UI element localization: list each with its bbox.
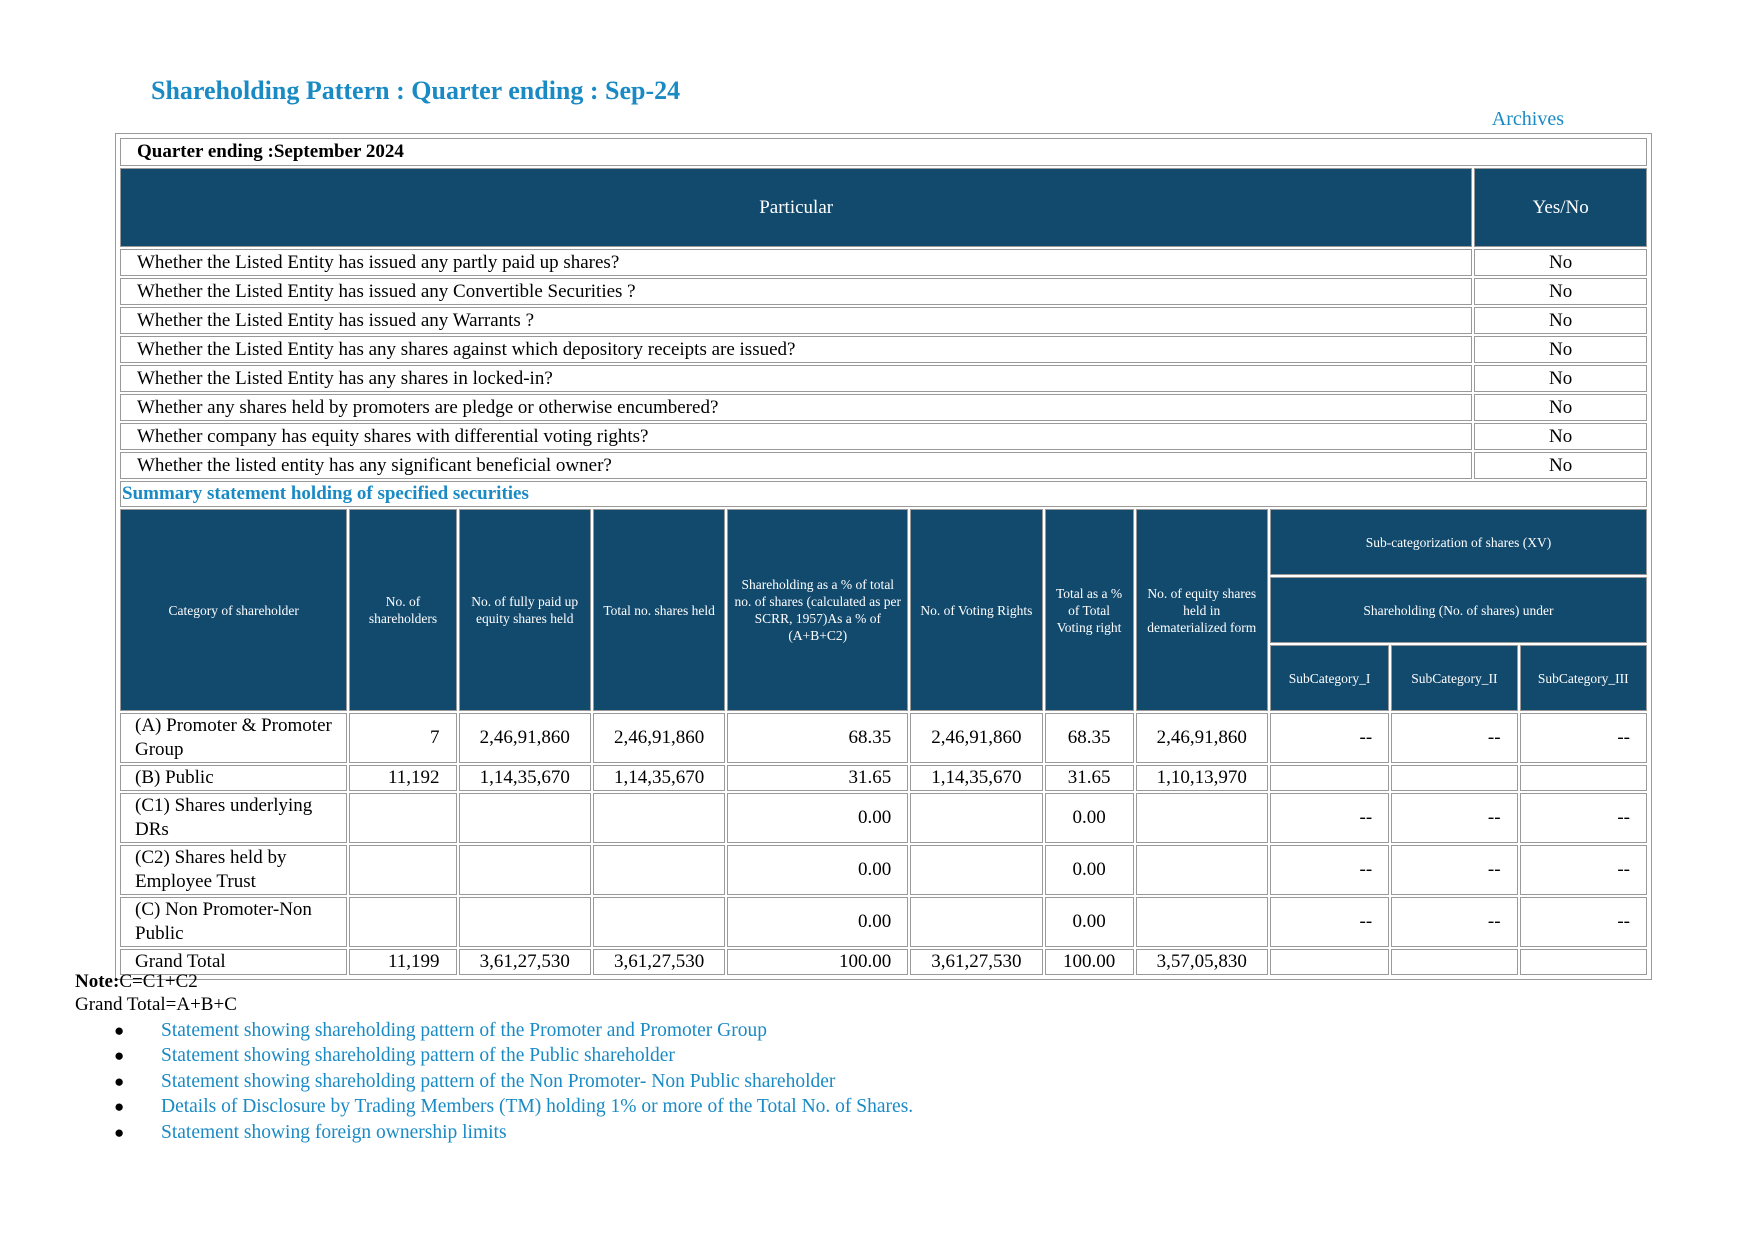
category-cell: (A) Promoter & Promoter Group <box>120 713 347 763</box>
category-cell: (C) Non Promoter-Non Public <box>120 897 347 947</box>
category-header: Category of shareholder <box>120 509 347 711</box>
demat-cell: 3,57,05,830 <box>1136 949 1268 975</box>
sub1-cell: -- <box>1270 845 1389 895</box>
voting-pct-cell: 100.00 <box>1045 949 1134 975</box>
particular-header: Particular <box>120 168 1472 247</box>
shareholders-header: No. of shareholders <box>349 509 456 711</box>
subcategory-3-header: SubCategory_III <box>1520 645 1647 711</box>
answer-value: No <box>1474 394 1647 421</box>
holders-cell <box>349 793 456 843</box>
yesno-header: Yes/No <box>1474 168 1647 247</box>
voting-rights-header: No. of Voting Rights <box>910 509 1042 711</box>
pct-cell: 0.00 <box>727 897 908 947</box>
question-text: Whether the listed entity has any significant beneficial owner? <box>120 452 1472 479</box>
answer-value: No <box>1474 336 1647 363</box>
holders-cell: 11,192 <box>349 765 456 791</box>
fully-paid-header: No. of fully paid up equity shares held <box>459 509 591 711</box>
subcategory-1-header: SubCategory_I <box>1270 645 1389 711</box>
note-line-2: Grand Total=A+B+C <box>75 994 237 1015</box>
demat-cell <box>1136 845 1268 895</box>
trading-members-link[interactable]: Details of Disclosure by Trading Members (TM) holding 1% or more of the Total No. of Shares. <box>161 1096 914 1118</box>
table-row <box>120 336 1647 363</box>
sub2-cell: -- <box>1391 845 1517 895</box>
non-promoter-statement-link[interactable]: Statement showing shareholding pattern of the Non Promoter- Non Public shareholder <box>161 1070 836 1092</box>
sub1-cell <box>1270 765 1389 791</box>
total-shares-cell <box>593 845 725 895</box>
table-row <box>120 765 1647 791</box>
demat-cell: 2,46,91,860 <box>1136 713 1268 763</box>
table-row <box>120 452 1647 479</box>
voting-cell <box>910 897 1042 947</box>
fully-paid-cell: 2,46,91,860 <box>459 713 591 763</box>
total-shares-header: Total no. shares held <box>593 509 725 711</box>
answer-value: No <box>1474 278 1647 305</box>
demat-cell <box>1136 793 1268 843</box>
demat-cell <box>1136 897 1268 947</box>
voting-cell: 1,14,35,670 <box>910 765 1042 791</box>
sub2-cell <box>1391 765 1517 791</box>
table-row <box>120 365 1647 392</box>
subcat-under-header: Shareholding (No. of shares) under <box>1270 577 1647 643</box>
sub1-cell: -- <box>1270 897 1389 947</box>
table-row <box>120 394 1647 421</box>
fully-paid-cell <box>459 845 591 895</box>
pct-cell: 0.00 <box>727 845 908 895</box>
sub3-cell: -- <box>1520 713 1647 763</box>
quarter-label: Quarter ending :September 2024 <box>120 138 1647 166</box>
table-row <box>120 897 1647 947</box>
demat-cell: 1,10,13,970 <box>1136 765 1268 791</box>
page-title: Shareholding Pattern : Quarter ending : Sep-24 <box>151 76 681 105</box>
total-voting-pct-header: Total as a % of Total Voting right <box>1045 509 1134 711</box>
sub2-cell: -- <box>1391 713 1517 763</box>
sub2-cell: -- <box>1391 793 1517 843</box>
question-text: Whether the Listed Entity has issued any partly paid up shares? <box>120 249 1472 276</box>
question-text: Whether the Listed Entity has any shares against which depository receipts are issued? <box>120 336 1472 363</box>
bullet-icon: ● <box>114 1122 125 1142</box>
question-text: Whether the Listed Entity has issued any Convertible Securities ? <box>120 278 1472 305</box>
list-item <box>104 1095 913 1121</box>
sub2-cell: -- <box>1391 897 1517 947</box>
table-row <box>120 423 1647 450</box>
sub1-cell <box>1270 949 1389 975</box>
pct-cell: 0.00 <box>727 793 908 843</box>
list-item <box>104 1044 913 1070</box>
sub3-cell <box>1520 949 1647 975</box>
total-shares-cell <box>593 897 725 947</box>
sub3-cell <box>1520 765 1647 791</box>
question-text: Whether the Listed Entity has any shares in locked-in? <box>120 365 1472 392</box>
voting-cell <box>910 845 1042 895</box>
note-block <box>75 970 237 1016</box>
sub1-cell: -- <box>1270 793 1389 843</box>
total-shares-cell: 2,46,91,860 <box>593 713 725 763</box>
holders-cell: 11,199 <box>349 949 456 975</box>
fully-paid-cell <box>459 897 591 947</box>
fully-paid-cell <box>459 793 591 843</box>
shareholding-table-container <box>115 133 1652 980</box>
table-row <box>120 713 1647 763</box>
public-statement-link[interactable]: Statement showing shareholding pattern of the Public shareholder <box>161 1045 675 1067</box>
promoter-statement-link[interactable]: Statement showing shareholding pattern of the Promoter and Promoter Group <box>161 1019 768 1041</box>
note-line-1: C=C1+C2 <box>119 971 198 992</box>
table-row <box>120 278 1647 305</box>
fully-paid-cell: 3,61,27,530 <box>459 949 591 975</box>
voting-cell: 2,46,91,860 <box>910 713 1042 763</box>
bullet-icon: ● <box>114 1097 125 1117</box>
voting-pct-cell: 68.35 <box>1045 713 1134 763</box>
question-text: Whether company has equity shares with differential voting rights? <box>120 423 1472 450</box>
summary-title: Summary statement holding of specified securities <box>120 481 1647 507</box>
pct-cell: 100.00 <box>727 949 908 975</box>
sub2-cell <box>1391 949 1517 975</box>
voting-pct-cell: 0.00 <box>1045 897 1134 947</box>
pct-cell: 31.65 <box>727 765 908 791</box>
answer-value: No <box>1474 365 1647 392</box>
category-cell: (C1) Shares underlying DRs <box>120 793 347 843</box>
list-item <box>104 1069 913 1095</box>
foreign-ownership-link[interactable]: Statement showing foreign ownership limits <box>161 1121 507 1143</box>
voting-cell <box>910 793 1042 843</box>
statement-links <box>104 1018 913 1146</box>
subcategory-2-header: SubCategory_II <box>1391 645 1517 711</box>
question-text: Whether any shares held by promoters are pledge or otherwise encumbered? <box>120 394 1472 421</box>
table-row <box>120 307 1647 334</box>
question-text: Whether the Listed Entity has issued any Warrants ? <box>120 307 1472 334</box>
answer-value: No <box>1474 307 1647 334</box>
voting-pct-cell: 0.00 <box>1045 845 1134 895</box>
category-cell: Grand Total <box>120 949 347 975</box>
particulars-table <box>118 136 1649 509</box>
summary-table <box>118 507 1649 977</box>
holders-cell: 7 <box>349 713 456 763</box>
voting-pct-cell: 31.65 <box>1045 765 1134 791</box>
bullet-icon: ● <box>114 1071 125 1091</box>
bullet-icon: ● <box>114 1020 125 1040</box>
table-row <box>120 949 1647 975</box>
category-cell: (C2) Shares held by Employee Trust <box>120 845 347 895</box>
answer-value: No <box>1474 249 1647 276</box>
total-shares-cell: 1,14,35,670 <box>593 765 725 791</box>
sub3-cell: -- <box>1520 845 1647 895</box>
table-row <box>120 793 1647 843</box>
total-shares-cell <box>593 793 725 843</box>
pct-cell: 68.35 <box>727 713 908 763</box>
sub3-cell: -- <box>1520 897 1647 947</box>
category-cell: (B) Public <box>120 765 347 791</box>
table-row <box>120 845 1647 895</box>
subcat-group-header: Sub-categorization of shares (XV) <box>1270 509 1647 575</box>
bullet-icon: ● <box>114 1046 125 1066</box>
fully-paid-cell: 1,14,35,670 <box>459 765 591 791</box>
holders-cell <box>349 897 456 947</box>
voting-cell: 3,61,27,530 <box>910 949 1042 975</box>
sub1-cell: -- <box>1270 713 1389 763</box>
demat-header: No. of equity shares held in dematerialized form <box>1136 509 1268 711</box>
answer-value: No <box>1474 423 1647 450</box>
archives-link[interactable]: Archives <box>1491 108 1564 130</box>
shareholding-pct-header: Shareholding as a % of total no. of shares (calculated as per SCRR, 1957)As a % of (A+B+C2) <box>727 509 908 711</box>
holders-cell <box>349 845 456 895</box>
list-item <box>104 1018 913 1044</box>
table-row <box>120 249 1647 276</box>
sub3-cell: -- <box>1520 793 1647 843</box>
voting-pct-cell: 0.00 <box>1045 793 1134 843</box>
note-label: Note: <box>75 971 120 992</box>
list-item <box>104 1120 913 1146</box>
total-shares-cell: 3,61,27,530 <box>593 949 725 975</box>
answer-value: No <box>1474 452 1647 479</box>
